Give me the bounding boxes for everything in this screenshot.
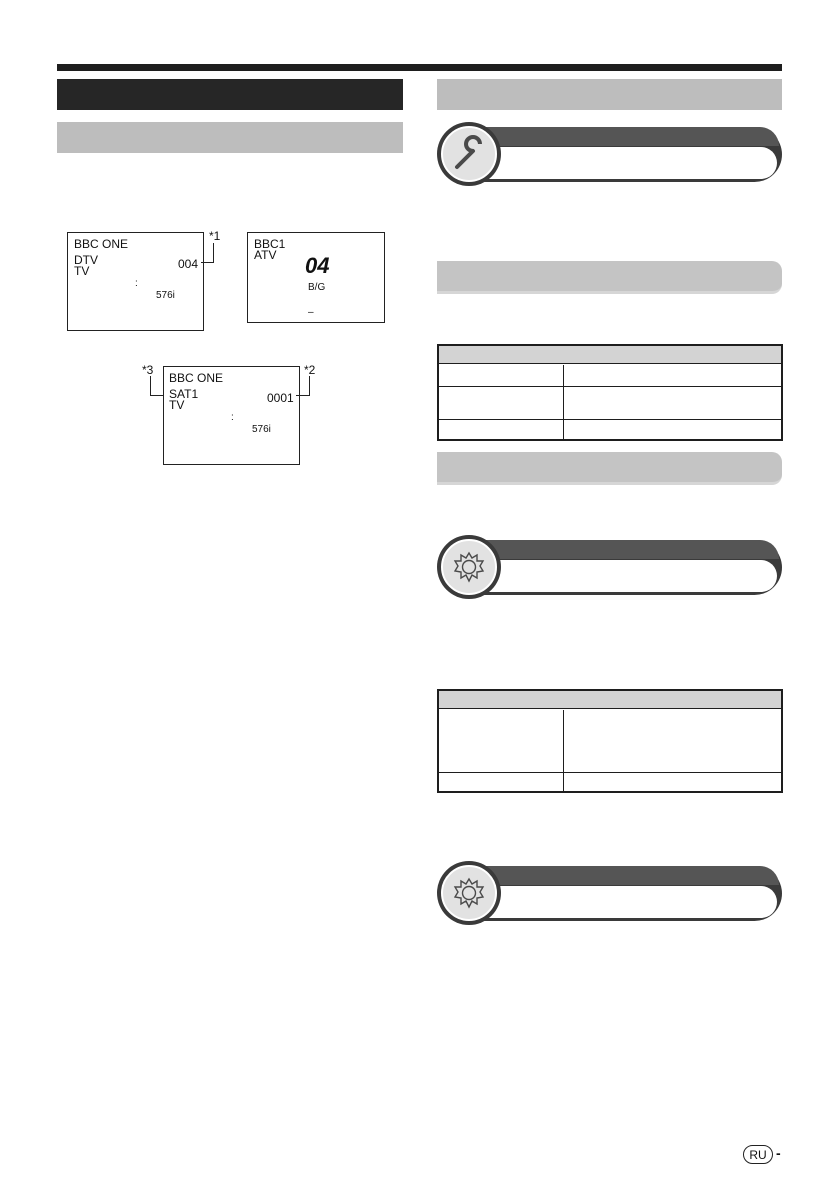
table-row-divider (439, 772, 781, 773)
subsection-header (57, 122, 403, 153)
banner-bar-title (463, 866, 779, 885)
osd-dash: – (308, 307, 314, 318)
osd-colon: : (135, 278, 138, 289)
table-2 (437, 689, 783, 793)
gear-icon (451, 549, 487, 585)
callout-leader-3 (150, 376, 164, 396)
osd-resolution: 576i (156, 290, 175, 301)
table-header (439, 346, 781, 364)
osd-colon: : (231, 412, 234, 423)
table-1 (437, 344, 783, 441)
osd-service-type: TV (74, 264, 90, 278)
table-column-divider (563, 710, 564, 791)
banner-bar-body (463, 147, 777, 179)
menu-banner-setup (437, 122, 782, 186)
osd-channel-number: 0001 (267, 391, 294, 405)
osd-channel-number: 004 (178, 257, 199, 271)
wrench-icon (449, 134, 489, 174)
osd-service-type: TV (169, 398, 185, 412)
table-row-divider (439, 419, 781, 420)
top-rule (57, 64, 782, 71)
osd-resolution: 576i (252, 424, 271, 435)
osd-channel-name: BBC ONE (74, 237, 129, 251)
table-column-divider (563, 365, 564, 439)
osd-service: ATV (254, 248, 277, 262)
osd-service: SAT1 (169, 387, 199, 401)
osd-system: B/G (308, 282, 326, 293)
callout-label-3: *3 (142, 363, 154, 377)
menu-banner-settings-1 (437, 535, 782, 599)
callout-leader-2 (296, 376, 310, 396)
osd-atv-panel (247, 232, 385, 323)
osd-sat-panel (163, 366, 300, 465)
banner-bar-body (463, 560, 777, 592)
language-badge (743, 1145, 773, 1164)
table-header (439, 691, 781, 709)
subsection-tab-2 (437, 452, 782, 485)
banner-bar-title (463, 540, 779, 559)
osd-channel-number: 04 (305, 253, 330, 278)
right-section-header (437, 79, 782, 110)
page-number-dash: - (776, 1145, 781, 1161)
banner-bar-title (463, 127, 779, 146)
osd-channel-name: BBC ONE (169, 371, 224, 385)
callout-leader-1 (201, 243, 214, 263)
osd-service: DTV (74, 253, 98, 267)
osd-dtv-panel (67, 232, 204, 331)
table-row-divider (439, 386, 781, 387)
gear-icon (451, 875, 487, 911)
section-header-dark (57, 79, 403, 110)
language-badge-label: RU (749, 1148, 767, 1162)
osd-channel-name: BBC1 (254, 237, 286, 251)
banner-bar-body (463, 886, 777, 918)
menu-banner-settings-2 (437, 861, 782, 925)
subsection-tab-1 (437, 261, 782, 294)
callout-label-1: *1 (209, 229, 221, 243)
callout-label-2: *2 (304, 363, 316, 377)
